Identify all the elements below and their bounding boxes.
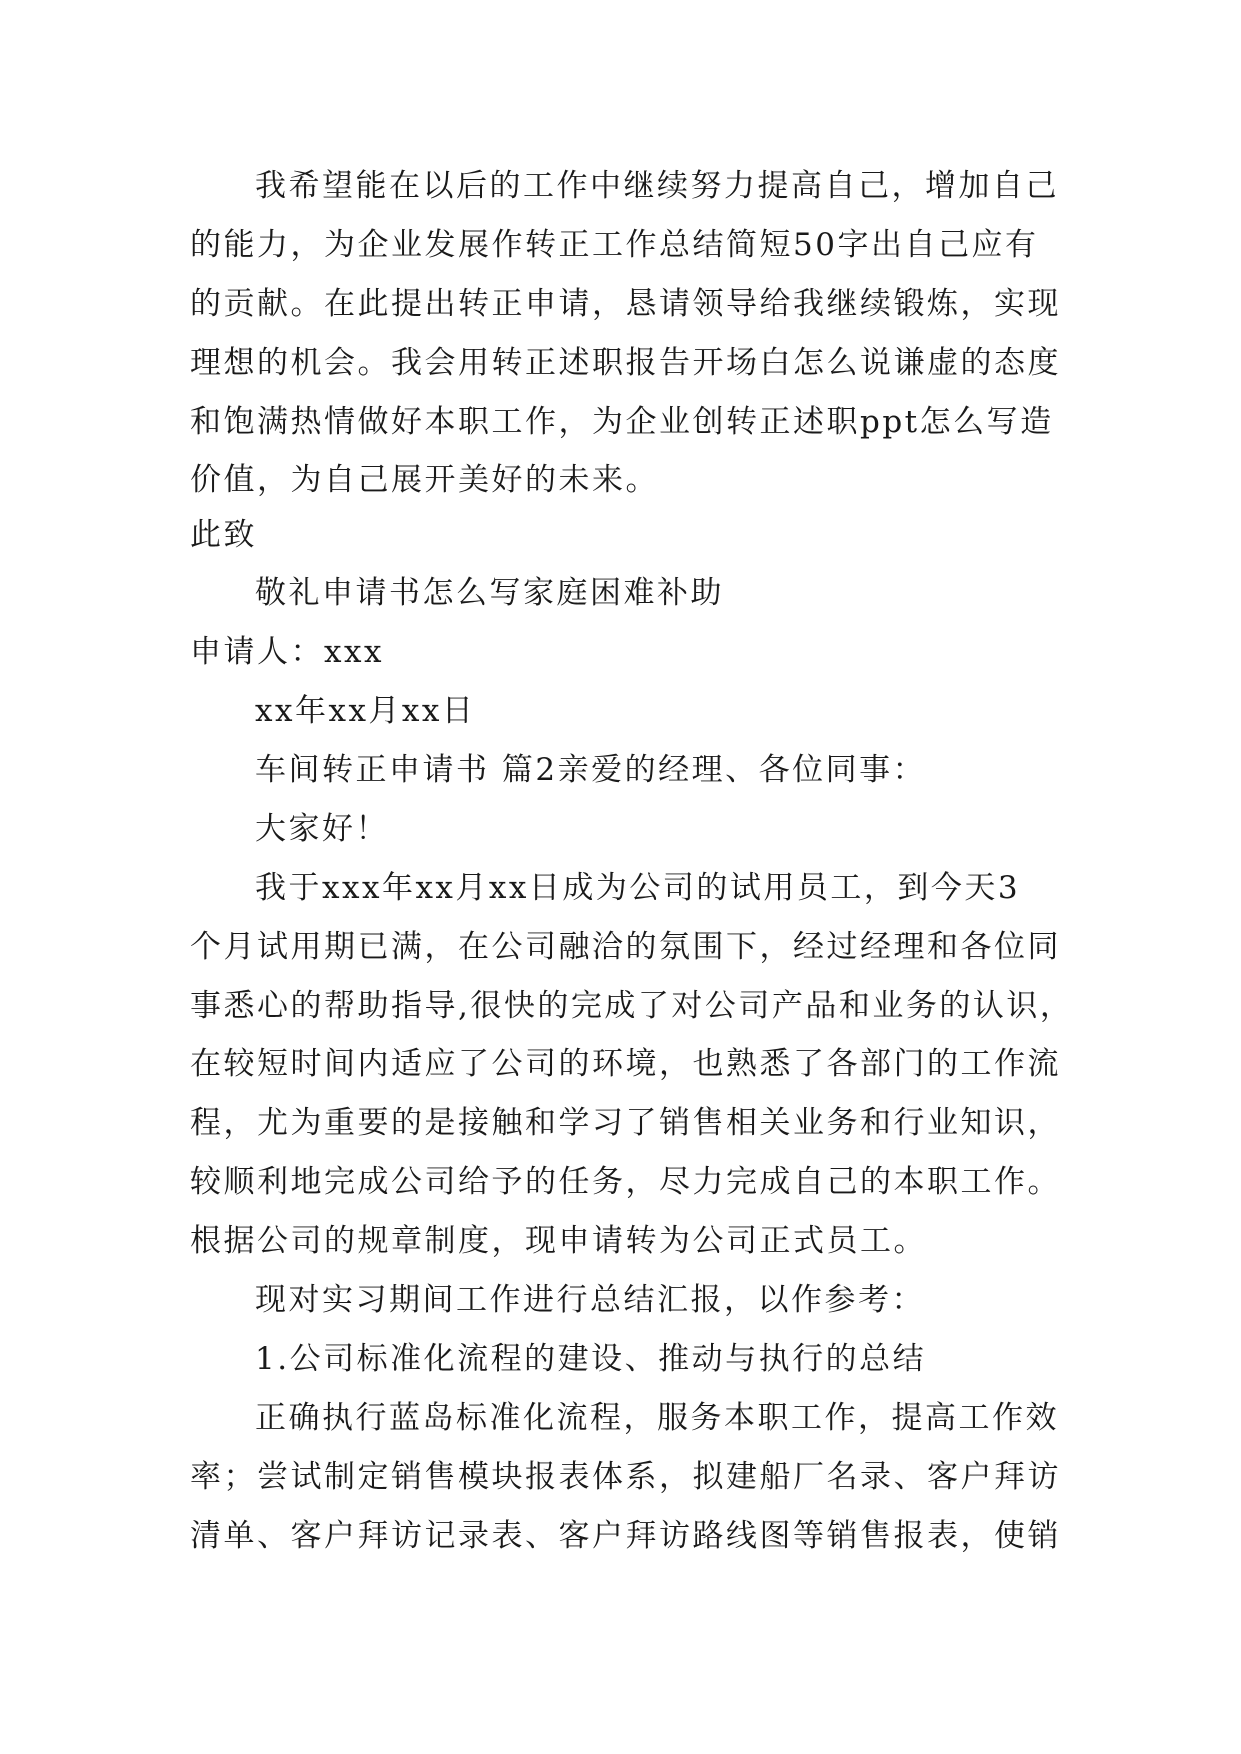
date-line: xx年xx月xx日: [255, 693, 476, 729]
text-line: 清单、客户拜访记录表、客户拜访路线图等销售报表，使销: [190, 1518, 1061, 1554]
text-line: 我于xxx年xx月xx日成为公司的试用员工，到今天3: [255, 870, 1021, 906]
closing-salutation: 此致: [190, 517, 257, 553]
text-line: 较顺利地完成公司给予的任务，尽力完成自己的本职工作。: [190, 1164, 1061, 1200]
text-line: 敬礼申请书怎么写家庭困难补助: [255, 575, 724, 611]
text-line: 价值，为自己展开美好的未来。: [190, 462, 659, 498]
text-line: 个月试用期已满，在公司融洽的氛围下，经过经理和各位同: [190, 929, 1061, 965]
text-line: 正确执行蓝岛标准化流程，服务本职工作，提高工作效: [255, 1400, 1059, 1436]
text-line: 和饱满热情做好本职工作，为企业创转正述职ppt怎么写造: [190, 404, 1054, 440]
text-line: 我希望能在以后的工作中继续努力提高自己，增加自己: [255, 168, 1059, 204]
text-line: 的贡献。在此提出转正申请，恳请领导给我继续锻炼，实现: [190, 286, 1061, 322]
applicant-line: 申请人：xxx: [190, 634, 384, 670]
text-line: 事悉心的帮助指导,很快的完成了对公司产品和业务的认识，: [190, 988, 1074, 1024]
greeting-line: 大家好！: [255, 811, 389, 847]
text-line: 现对实习期间工作进行总结汇报，以作参考：: [255, 1282, 925, 1318]
section-heading: 车间转正申请书 篇2亲爱的经理、各位同事：: [255, 752, 927, 788]
text-line: 程，尤为重要的是接触和学习了销售相关业务和行业知识，: [190, 1105, 1061, 1141]
text-line: 在较短时间内适应了公司的环境，也熟悉了各部门的工作流: [190, 1046, 1061, 1082]
text-line: 根据公司的规章制度，现申请转为公司正式员工。: [190, 1223, 927, 1259]
text-line: 的能力，为企业发展作转正工作总结简短50字出自己应有: [190, 227, 1039, 263]
text-line: 率；尝试制定销售模块报表体系，拟建船厂名录、客户拜访: [190, 1459, 1061, 1495]
text-line: 理想的机会。我会用转正述职报告开场白怎么说谦虚的态度: [190, 345, 1061, 381]
list-item-heading: 1.公司标准化流程的建设、推动与执行的总结: [255, 1341, 927, 1377]
